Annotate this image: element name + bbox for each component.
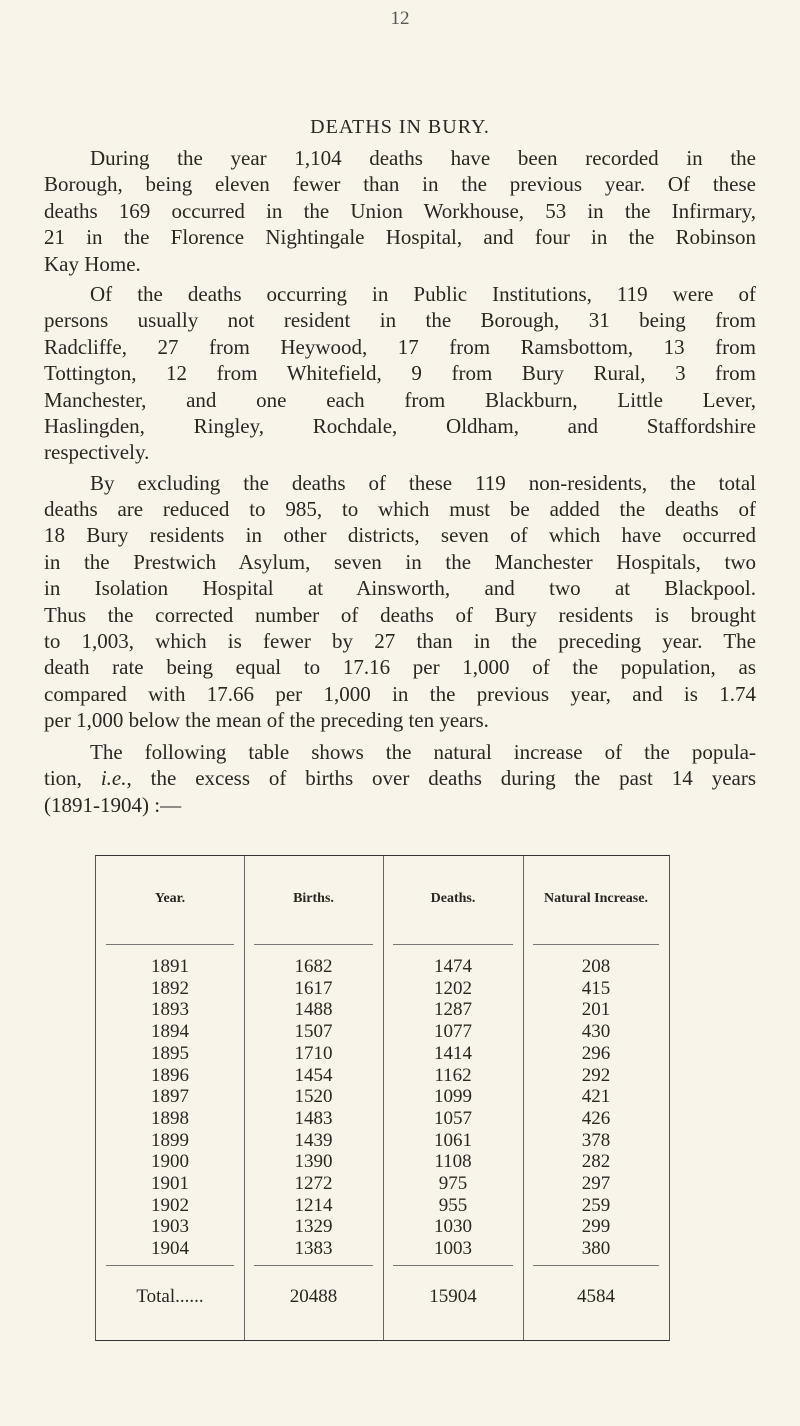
column-header: Births.	[293, 891, 334, 906]
total-rule	[254, 1265, 373, 1266]
header-rule	[533, 944, 659, 945]
column-header: Deaths.	[430, 891, 476, 906]
table-cell: 1329	[294, 1216, 333, 1238]
table-cell: 1897	[151, 1086, 189, 1108]
paragraph-line: Haslingden, Ringley, Rochdale, Oldham, and Staffordshire	[44, 413, 756, 438]
paragraph-line: Radcliffe, 27 from Heywood, 17 from Ramsbottom, 13 from	[44, 334, 756, 359]
intro-text: tion,	[44, 766, 101, 791]
table-cell: 1710	[294, 1042, 333, 1064]
header-rule	[254, 944, 373, 945]
table-cell: 955	[438, 1194, 468, 1216]
table-cell: 1898	[151, 1107, 189, 1129]
table-cell: 201	[581, 999, 611, 1021]
paragraph-line: Borough, being eleven fewer than in the previous year. Of these	[44, 172, 756, 197]
paragraph-line: respectively.	[44, 440, 150, 465]
table-cell: 1488	[294, 999, 333, 1021]
table-cell: 1390	[294, 1151, 333, 1173]
table-cell: 430	[581, 1021, 611, 1043]
intro-line	[44, 765, 756, 791]
table-cell: 380	[581, 1238, 611, 1260]
table-cell: 1904	[151, 1238, 189, 1260]
table-cell: 1894	[151, 1021, 189, 1043]
table-cell: 1891	[151, 956, 189, 977]
table-cell: 1893	[151, 999, 189, 1021]
table-cell: 1483	[294, 1107, 333, 1129]
table-cell: 1214	[294, 1194, 333, 1216]
table-cell: 1454	[294, 1064, 333, 1086]
table-cell: 297	[581, 1173, 611, 1194]
paragraph-line: 18 Bury residents in other districts, seven of which have occurred	[44, 523, 756, 548]
table-cell: 1899	[151, 1129, 189, 1151]
table-cell: 1682	[294, 956, 333, 977]
intro-line: (1891-1904) :—	[44, 792, 182, 817]
total-cell: 20488	[289, 1286, 338, 1307]
table-cell: 1507	[294, 1021, 333, 1043]
table-cell: 208	[581, 956, 611, 977]
paragraph-line: deaths 169 occurred in the Union Workhouse, 53 in the Infirmary,	[44, 198, 756, 223]
total-cell: Total......	[136, 1286, 204, 1307]
table-cell: 1272	[294, 1173, 333, 1194]
total-rule	[106, 1265, 234, 1266]
paragraph-line: By excluding the deaths of these 119 non-residents, the total	[90, 470, 756, 495]
table-cell: 296	[581, 1042, 611, 1064]
total-cell: 4584	[577, 1286, 615, 1307]
paragraph-line: in Isolation Hospital at Ainsworth, and two at Blackpool.	[44, 576, 756, 601]
body-text	[44, 145, 756, 738]
paragraph-line: deaths are reduced to 985, to which must be added the deaths of	[44, 497, 756, 522]
page-title: DEATHS IN BURY.	[310, 116, 490, 138]
header-rule	[106, 944, 234, 945]
table-cell: 378	[581, 1129, 611, 1151]
table-cell: 975	[438, 1173, 468, 1194]
table-cell: 1520	[294, 1086, 333, 1108]
natural-increase-table	[95, 855, 670, 1341]
table-cell: 1474	[434, 956, 472, 977]
table-cell: 1003	[434, 1238, 472, 1260]
table-cell: 1061	[434, 1129, 472, 1151]
intro-text: , the excess of births over deaths during the past 14 years	[126, 766, 757, 791]
table-cell: 421	[581, 1086, 611, 1108]
table-intro	[44, 739, 756, 818]
table-cell: 1439	[294, 1129, 333, 1151]
paragraph-line: to 1,003, which is fewer by 27 than in the preceding year. The	[44, 629, 756, 654]
paragraph-line: 21 in the Florence Nightingale Hospital, and four in the Robinson	[44, 225, 756, 250]
table-cell: 415	[581, 977, 611, 999]
table-cell: 292	[581, 1064, 611, 1086]
paragraph-line: Manchester, and one each from Blackburn, Little Lever,	[44, 387, 756, 412]
table-cell: 299	[581, 1216, 611, 1238]
paragraph-line: persons usually not resident in the Borough, 31 being from	[44, 308, 756, 333]
table-cell: 426	[581, 1107, 611, 1129]
column-header: Year.	[154, 891, 186, 906]
intro-line: The following table shows the natural increase of the popula-	[90, 740, 756, 764]
table-cell: 1099	[434, 1086, 472, 1108]
paragraph-line: in the Prestwich Asylum, seven in the Manchester Hospitals, two	[44, 549, 756, 574]
paragraph-line: compared with 17.66 per 1,000 in the previous year, and is 1.74	[44, 681, 756, 706]
table-cell: 282	[581, 1151, 611, 1173]
paragraph-line: Kay Home.	[44, 251, 141, 276]
table-cell: 1077	[434, 1021, 472, 1043]
paragraph-line: Of the deaths occurring in Public Institutions, 119 were of	[90, 281, 756, 306]
table-cell: 1287	[434, 999, 472, 1021]
table-cell: 1202	[434, 977, 472, 999]
table-cell: 1903	[151, 1216, 189, 1238]
total-rule	[393, 1265, 513, 1266]
paragraph-line: During the year 1,104 deaths have been recorded in the	[90, 146, 756, 170]
table-cell: 1617	[294, 977, 333, 999]
intro-italic: i.e.	[100, 766, 127, 791]
total-cell: 15904	[429, 1286, 477, 1307]
table-cell: 1057	[434, 1107, 472, 1129]
header-rule	[393, 944, 513, 945]
paragraph-line: death rate being equal to 17.16 per 1,000 of the population, as	[44, 655, 756, 680]
table-cell: 1892	[151, 977, 189, 999]
paragraph-line: Thus the corrected number of deaths of Bury residents is brought	[44, 602, 756, 627]
table-cell: 259	[581, 1194, 611, 1216]
paragraph-gap	[44, 734, 756, 738]
total-rule	[533, 1265, 659, 1266]
paragraph-line: per 1,000 below the mean of the preceding ten years.	[44, 708, 489, 733]
paragraph-line: Tottington, 12 from Whitefield, 9 from Bury Rural, 3 from	[44, 361, 756, 386]
column-header: Natural Increase.	[544, 891, 648, 906]
table-cell: 1383	[294, 1238, 333, 1260]
table-cell: 1901	[151, 1173, 189, 1194]
table-cell: 1162	[434, 1064, 472, 1086]
table-cell: 1108	[434, 1151, 472, 1173]
table-cell: 1030	[434, 1216, 472, 1238]
table-cell: 1414	[434, 1042, 472, 1064]
table-cell: 1896	[151, 1064, 189, 1086]
page-number: 12	[390, 8, 410, 29]
table-cell: 1900	[151, 1151, 189, 1173]
table-cell: 1902	[151, 1194, 189, 1216]
table-cell: 1895	[151, 1042, 189, 1064]
